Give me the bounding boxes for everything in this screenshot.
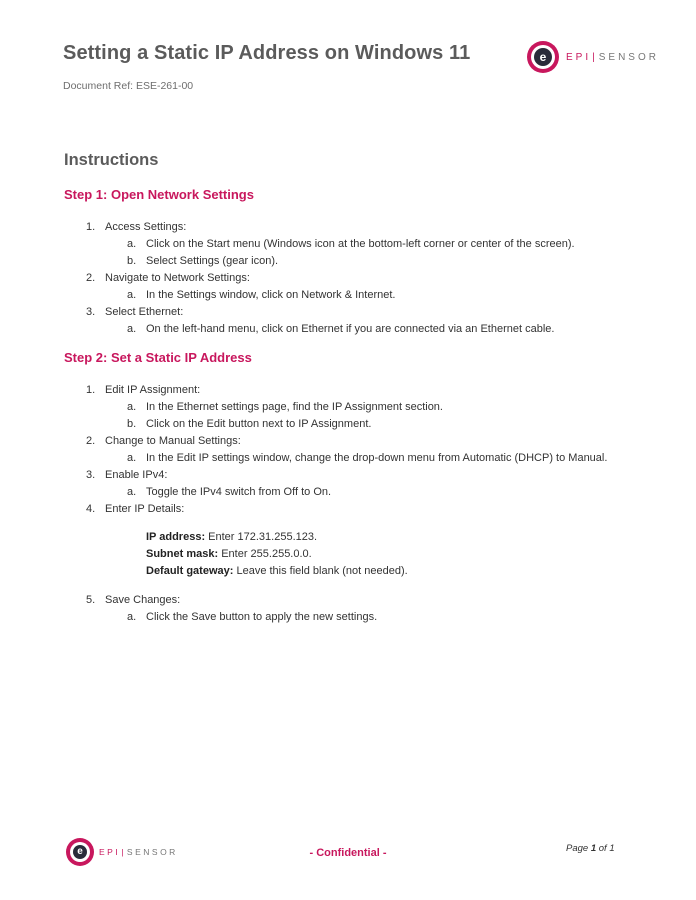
sub-list-item: Toggle the IPv4 switch from Off to On. bbox=[146, 486, 332, 498]
logo-wordmark: EPI|SENSOR bbox=[566, 51, 659, 63]
list-item: Enable IPv4: bbox=[105, 469, 168, 481]
list-number: 2. bbox=[86, 272, 96, 284]
sub-list-marker: a. bbox=[127, 238, 137, 250]
confidential-label: - Confidential - bbox=[309, 847, 387, 859]
step-2-heading: Step 2: Set a Static IP Address bbox=[64, 350, 252, 365]
list-number: 1. bbox=[86, 221, 96, 233]
list-item: Access Settings: bbox=[105, 221, 187, 233]
instructions-heading: Instructions bbox=[64, 151, 159, 169]
list-item: Navigate to Network Settings: bbox=[105, 272, 250, 284]
episensor-logo-icon: e bbox=[527, 41, 559, 73]
sub-list-marker: a. bbox=[127, 323, 137, 335]
default-gateway-detail: Default gateway: Leave this field blank (not needed). bbox=[146, 565, 408, 577]
list-number: 3. bbox=[86, 469, 96, 481]
sub-list-item: Select Settings (gear icon). bbox=[146, 255, 279, 267]
sub-list-item: In the Ethernet settings page, find the IP Assignment section. bbox=[146, 401, 443, 413]
sub-list-item: Click on the Start menu (Windows icon at the bottom-left corner or center of the screen). bbox=[146, 238, 575, 250]
sub-list-marker: b. bbox=[127, 418, 137, 430]
ip-address-detail: IP address: Enter 172.31.255.123. bbox=[146, 531, 318, 543]
sub-list-item: In the Edit IP settings window, change the drop-down menu from Automatic (DHCP) to Manual. bbox=[146, 452, 608, 464]
sub-list-item: On the left-hand menu, click on Ethernet if you are connected via an Ethernet cable. bbox=[146, 323, 555, 335]
list-item: Edit IP Assignment: bbox=[105, 384, 201, 396]
page-number: Page 1 of 1 bbox=[566, 843, 615, 854]
sub-list-marker: a. bbox=[127, 611, 137, 623]
list-item: Change to Manual Settings: bbox=[105, 435, 241, 447]
list-number: 2. bbox=[86, 435, 96, 447]
subnet-mask-detail: Subnet mask: Enter 255.255.0.0. bbox=[146, 548, 312, 560]
list-number: 3. bbox=[86, 306, 96, 318]
sub-list-item: In the Settings window, click on Network & Internet. bbox=[146, 289, 396, 301]
sub-list-marker: a. bbox=[127, 452, 137, 464]
episensor-logo-header bbox=[527, 41, 659, 73]
sub-list-marker: a. bbox=[127, 289, 137, 301]
sub-list-marker: a. bbox=[127, 401, 137, 413]
document-title: Setting a Static IP Address on Windows 11 bbox=[63, 42, 471, 64]
sub-list-marker: b. bbox=[127, 255, 137, 267]
sub-list-marker: a. bbox=[127, 486, 137, 498]
list-number: 5. bbox=[86, 594, 96, 606]
list-number: 1. bbox=[86, 384, 96, 396]
list-item: Enter IP Details: bbox=[105, 503, 185, 515]
sub-list-item: Click the Save button to apply the new settings. bbox=[146, 611, 378, 623]
step-1-heading: Step 1: Open Network Settings bbox=[64, 187, 254, 202]
sub-list-item: Click on the Edit button next to IP Assignment. bbox=[146, 418, 372, 430]
logo-wordmark: EPI|SENSOR bbox=[99, 847, 178, 857]
list-item: Select Ethernet: bbox=[105, 306, 184, 318]
list-number: 4. bbox=[86, 503, 96, 515]
episensor-logo-icon: e bbox=[66, 838, 94, 866]
list-item: Save Changes: bbox=[105, 594, 181, 606]
document-ref: Document Ref: ESE-261-00 bbox=[63, 80, 194, 92]
